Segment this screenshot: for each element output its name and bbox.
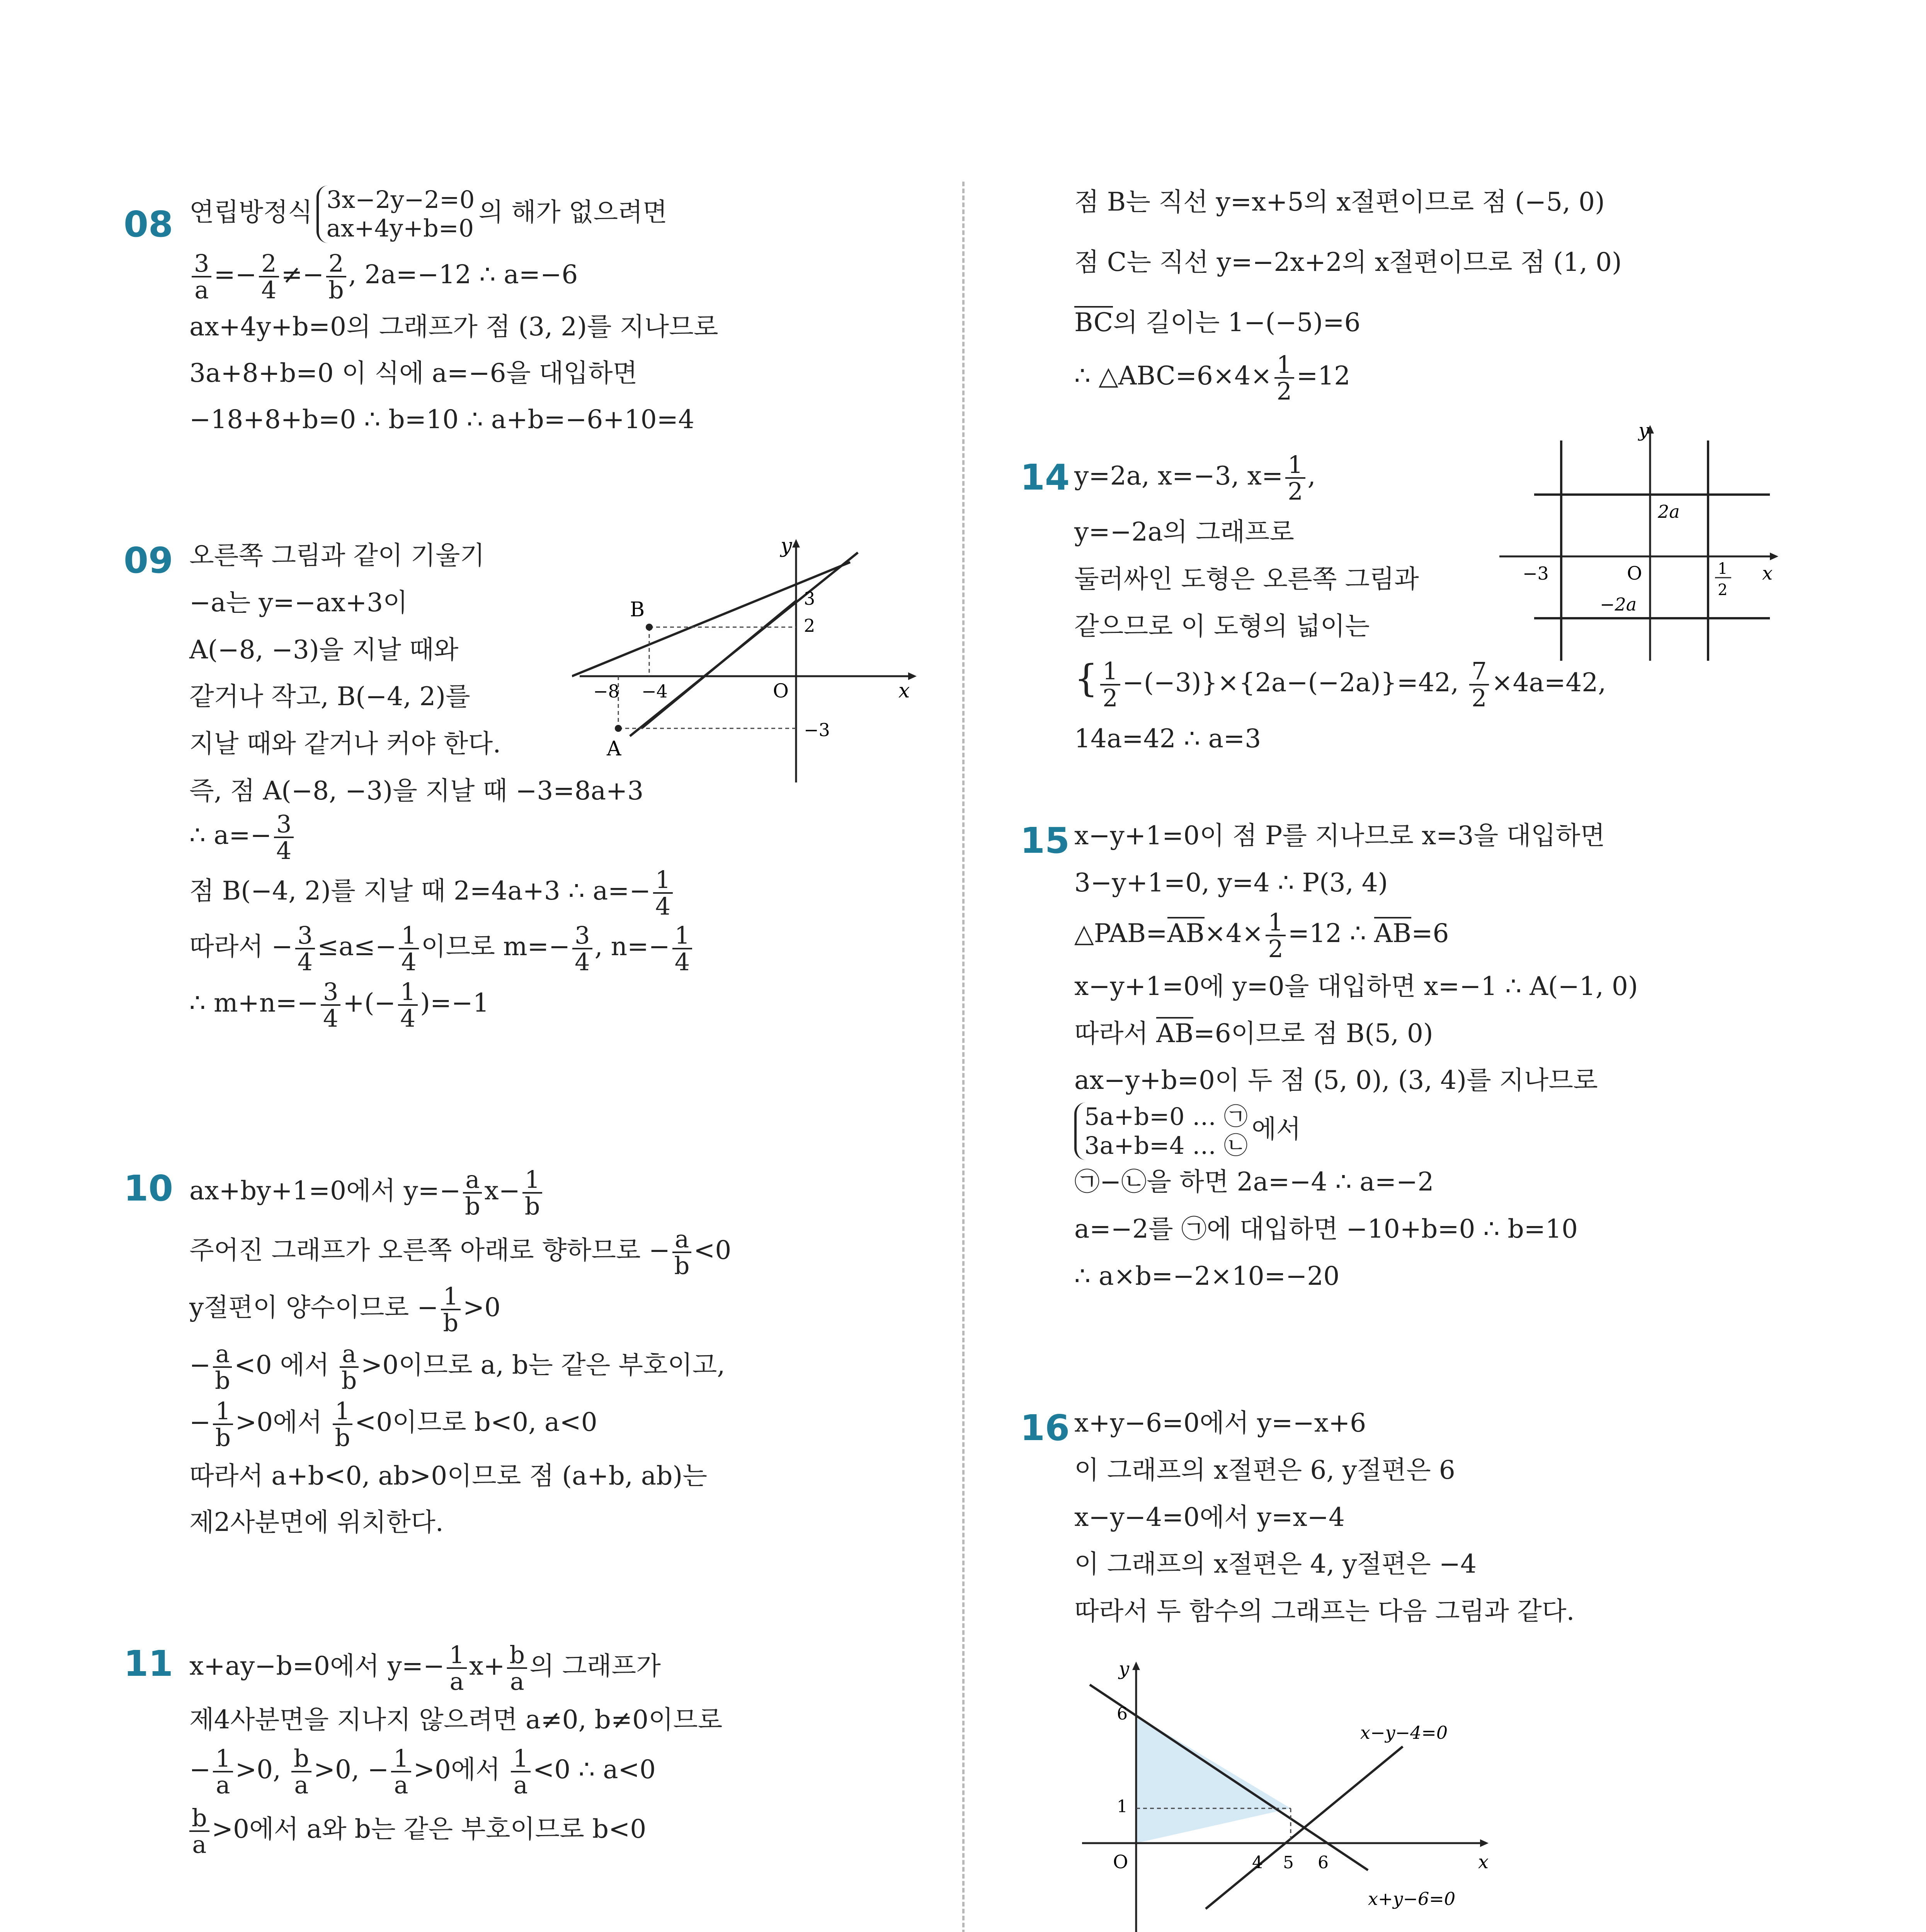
line: ∴ a=− $\frac{3}{4}$ (189, 811, 943, 863)
fraction: $\frac{a}{b}$ (213, 1341, 232, 1393)
line: x+ay−b=0에서 y=− $\frac{1}{a}$ x+ $\frac{b}{a}$ 의 그래프가 (189, 1641, 661, 1696)
tick-label: −2a (1600, 594, 1637, 615)
fraction: $\frac{1}{a}$ (213, 1746, 233, 1798)
line: 점 B는 직선 y=x+5의 x절편이므로 점 (−5, 0) (1074, 187, 1605, 217)
line-x-minus-y-minus-4 (1206, 1747, 1403, 1909)
problem-number: 15 (1020, 820, 1070, 861)
line: 제4사분면을 지나지 않으려면 a≠0, b≠0이므로 (189, 1705, 723, 1735)
problem-number: 16 (1020, 1407, 1070, 1449)
line: 따라서 a+b<0, ab>0이므로 점 (a+b, ab)는 (189, 1461, 707, 1491)
line: x−y−4=0에서 y=x−4 (1074, 1502, 1345, 1532)
fraction: $\frac{1}{4}$ (398, 979, 418, 1031)
tick-label-num: 1 (1718, 560, 1728, 578)
origin-label: O (1113, 1851, 1128, 1873)
tick-label: −3 (804, 719, 830, 740)
line: 즉, 점 A(−8, −3)을 지날 때 −3=8a+3 (189, 776, 644, 806)
point-B-label: B (630, 598, 645, 621)
solution-body (189, 1167, 943, 1539)
column-divider (962, 182, 965, 1932)
line: 같으므로 이 도형의 넓이는 (1074, 611, 1370, 641)
equation-system: 3x−2y−2=0 ax+4y+b=0 (316, 185, 475, 243)
line: 지날 때와 같거나 커야 한다. (189, 729, 501, 759)
line: 5a+b=0 … ㉠ 3a+b=4 … ㉡ 에서 (1074, 1102, 1816, 1160)
segment-AB (641, 601, 796, 728)
line: ∴ a×b=−2×10=−20 (1074, 1261, 1340, 1291)
tick-label: 2 (804, 615, 815, 636)
fraction: $\frac{1}{a}$ (391, 1746, 411, 1798)
fraction: $\frac{1}{4}$ (653, 867, 673, 919)
x-axis-label: x (1762, 563, 1773, 584)
point-B (646, 624, 653, 631)
tick-label: 3 (804, 588, 815, 609)
fraction: $\frac{1}{b}$ (441, 1284, 461, 1335)
line: BC의 길이는 1−(−5)=6 (1074, 306, 1816, 339)
line: x+y−6=0에서 y=−x+6 (1074, 1408, 1366, 1438)
fraction: $\frac{b}{a}$ (189, 1805, 209, 1857)
line: − $\frac{a}{b}$ <0 에서 $\frac{a}{b}$ >0이므로 a, b는 같은 부호이고, (189, 1339, 725, 1395)
x-axis-label: x (1478, 1851, 1489, 1873)
fraction: $\frac{a}{b}$ (340, 1341, 359, 1393)
fraction: $\frac{1}{b}$ (213, 1398, 233, 1450)
line: 점 C는 직선 y=−2x+2의 x절편이므로 점 (1, 0) (1074, 247, 1622, 277)
y-axis-arrow-icon (792, 539, 800, 548)
line: 제2사분면에 위치한다. (189, 1507, 444, 1537)
tick-label: 6 (1117, 1704, 1128, 1724)
solution-body (1074, 819, 1816, 1293)
fraction: $\frac{3}{4}$ (321, 979, 340, 1031)
fraction: $\frac{1}{b}$ (522, 1167, 542, 1219)
tick-label-den: 2 (1718, 581, 1728, 599)
fraction: $\frac{1}{a}$ (511, 1746, 531, 1798)
line-label: x+y−6=0 (1368, 1888, 1456, 1909)
fraction: $\frac{2}{b}$ (326, 251, 346, 303)
fraction: $\frac{3}{4}$ (274, 811, 294, 863)
line: 3−y+1=0, y=4 ∴ P(3, 4) (1074, 867, 1388, 898)
line: a=−2를 ㉠에 대입하면 −10+b=0 ∴ b=10 (1074, 1214, 1578, 1244)
tick-label: 6 (1318, 1853, 1329, 1872)
line: 주어진 그래프가 오른쪽 아래로 향하므로 − $\frac{a}{b}$ <0 (189, 1225, 732, 1280)
fraction: $\frac{1}{2}$ (1285, 452, 1305, 504)
problem-number: 08 (124, 204, 174, 245)
line: 이 그래프의 x절편은 6, y절편은 6 (1074, 1455, 1455, 1485)
line: −a는 y=−ax+3이 (189, 587, 408, 617)
fraction: $\frac{2}{4}$ (259, 251, 279, 303)
y-axis-label: y (1119, 1658, 1130, 1680)
line: ∴ m+n=− $\frac{3}{4}$ +(− $\frac{1}{4}$ )=−1 (189, 978, 489, 1033)
y-axis-arrow-icon (1132, 1662, 1140, 1670)
line: 따라서 AB=6이므로 점 B(5, 0) (1074, 1017, 1816, 1050)
x-axis-label: x (898, 679, 910, 702)
solution-body (189, 1642, 943, 1857)
line: 3a+8+b=0 이 식에 a=−6을 대입하면 (189, 358, 638, 388)
fraction: $\frac{3}{a}$ (192, 251, 211, 303)
line: − $\frac{1}{b}$ >0에서 $\frac{1}{b}$ <0이므로 b<0, a<0 (189, 1396, 597, 1452)
x-axis-arrow-icon (908, 672, 917, 680)
line: x−y+1=0이 점 P를 지나므로 x=3을 대입하면 (1074, 821, 1605, 850)
line: y=2a, x=−3, x= $\frac{1}{2}$ , (1074, 451, 1316, 506)
point-A (615, 725, 622, 732)
fraction: $\frac{1}{2}$ (1266, 910, 1285, 961)
line: 14a=42 ∴ a=3 (1074, 723, 1261, 753)
point-A-label: A (607, 737, 621, 760)
x-axis-arrow-icon (1480, 1839, 1489, 1847)
y-axis-label: y (1638, 420, 1649, 441)
fraction: $\frac{1}{2}$ (1100, 658, 1120, 710)
line-label: x−y−4=0 (1360, 1722, 1448, 1743)
fraction: $\frac{1}{4}$ (399, 923, 419, 975)
line: { $\frac{1}{2}$ −(−3)}×{2a−(−2a)}=42, $\frac{7}{2}$ ×4a=42, (1074, 656, 1606, 712)
line: ㉠−㉡을 하면 2a=−4 ∴ a=−2 (1074, 1167, 1434, 1197)
tick-label: 1 (1117, 1797, 1128, 1816)
problem-number: 09 (124, 540, 174, 581)
tick-label: 2a (1658, 501, 1680, 522)
fraction: $\frac{1}{2}$ (1274, 352, 1294, 404)
line: 점 B(−4, 2)를 지날 때 2=4a+3 ∴ a=− $\frac{1}{4}$ (189, 867, 943, 919)
tick-label: 5 (1283, 1853, 1294, 1872)
line: ax−y+b=0이 두 점 (5, 0), (3, 4)를 지나므로 (1074, 1065, 1598, 1095)
y-axis-label: y (781, 535, 792, 558)
fraction: $\frac{7}{2}$ (1469, 658, 1489, 710)
tick-label: −8 (593, 681, 619, 702)
fraction: $\frac{3}{4}$ (295, 923, 315, 975)
tick-label: 4 (1252, 1853, 1263, 1872)
solution-body (1074, 185, 1816, 404)
line: $\frac{b}{a}$ >0에서 a와 b는 같은 부호이므로 b<0 (189, 1805, 943, 1857)
tick-label: −4 (641, 681, 668, 702)
x-axis-arrow-icon (1770, 553, 1778, 560)
problem-14-graph (1492, 417, 1785, 665)
origin-label: O (1627, 563, 1642, 584)
origin-label: O (773, 680, 789, 702)
line: 따라서 − $\frac{3}{4}$ ≤a≤− $\frac{1}{4}$ 이므로 m=− $\frac{3}{4}$ , n=− $\frac{1}{4}$ (189, 923, 943, 975)
line: 따라서 두 함수의 그래프는 다음 그림과 같다. (1074, 1596, 1575, 1626)
line: − $\frac{1}{a}$ >0, $\frac{b}{a}$ >0, − $\frac{1}{a}$ >0에서 $\frac{1}{a}$ <0 ∴ a<0 (189, 1744, 656, 1799)
line: y=−2a의 그래프로 (1074, 517, 1294, 547)
line: 연립방정식 3x−2y−2=0 ax+4y+b=0 의 해가 없으려면 (189, 185, 667, 243)
line: 같거나 작고, B(−4, 2)를 (189, 682, 470, 712)
fraction: $\frac{1}{a}$ (447, 1642, 466, 1694)
fraction: $\frac{b}{a}$ (507, 1642, 527, 1694)
problem-16-graph (1074, 1658, 1538, 1932)
triangle-area (1136, 1716, 1291, 1843)
fraction: $\frac{1}{b}$ (333, 1398, 352, 1450)
line: ∴ △ABC=6×4× $\frac{1}{2}$ =12 (1074, 350, 1351, 406)
line: A(−8, −3)을 지날 때와 (189, 634, 459, 665)
tick-label: −3 (1523, 563, 1549, 584)
fraction: $\frac{1}{4}$ (672, 923, 692, 975)
equation-system: 5a+b=0 … ㉠ 3a+b=4 … ㉡ (1074, 1102, 1248, 1160)
fraction: $\frac{a}{b}$ (672, 1226, 691, 1278)
line: ax+4y+b=0의 그래프가 점 (3, 2)를 지나므로 (189, 311, 718, 342)
problem-number: 11 (124, 1643, 174, 1684)
line: ax+by+1=0에서 y=− $\frac{a}{b}$ x− $\frac{1}{b}$ (189, 1167, 943, 1219)
solution-body (189, 185, 943, 436)
line: 이 그래프의 x절편은 4, y절편은 −4 (1074, 1549, 1477, 1579)
line: y절편이 양수이므로 − $\frac{1}{b}$ >0 (189, 1282, 501, 1337)
line: −18+8+b=0 ∴ b=10 ∴ a+b=−6+10=4 (189, 404, 694, 434)
line: $\frac{3}{a}$ =− $\frac{2}{4}$ ≠− $\frac{2}{b}$ , 2a=−12 ∴ a=−6 (189, 251, 943, 303)
problem-09-graph (572, 535, 920, 790)
line: 둘러싸인 도형은 오른쪽 그림과 (1074, 564, 1419, 594)
problem-number: 14 (1020, 457, 1070, 498)
problem-number: 10 (124, 1168, 174, 1209)
fraction: $\frac{a}{b}$ (463, 1167, 482, 1219)
fraction: $\frac{3}{4}$ (572, 923, 592, 975)
line: △PAB=AB×4× $\frac{1}{2}$ =12 ∴ AB=6 (1074, 908, 1449, 963)
line: x−y+1=0에 y=0을 대입하면 x=−1 ∴ A(−1, 0) (1074, 971, 1638, 1001)
fraction: $\frac{b}{a}$ (291, 1746, 311, 1798)
line: 오른쪽 그림과 같이 기울기 (189, 541, 485, 570)
